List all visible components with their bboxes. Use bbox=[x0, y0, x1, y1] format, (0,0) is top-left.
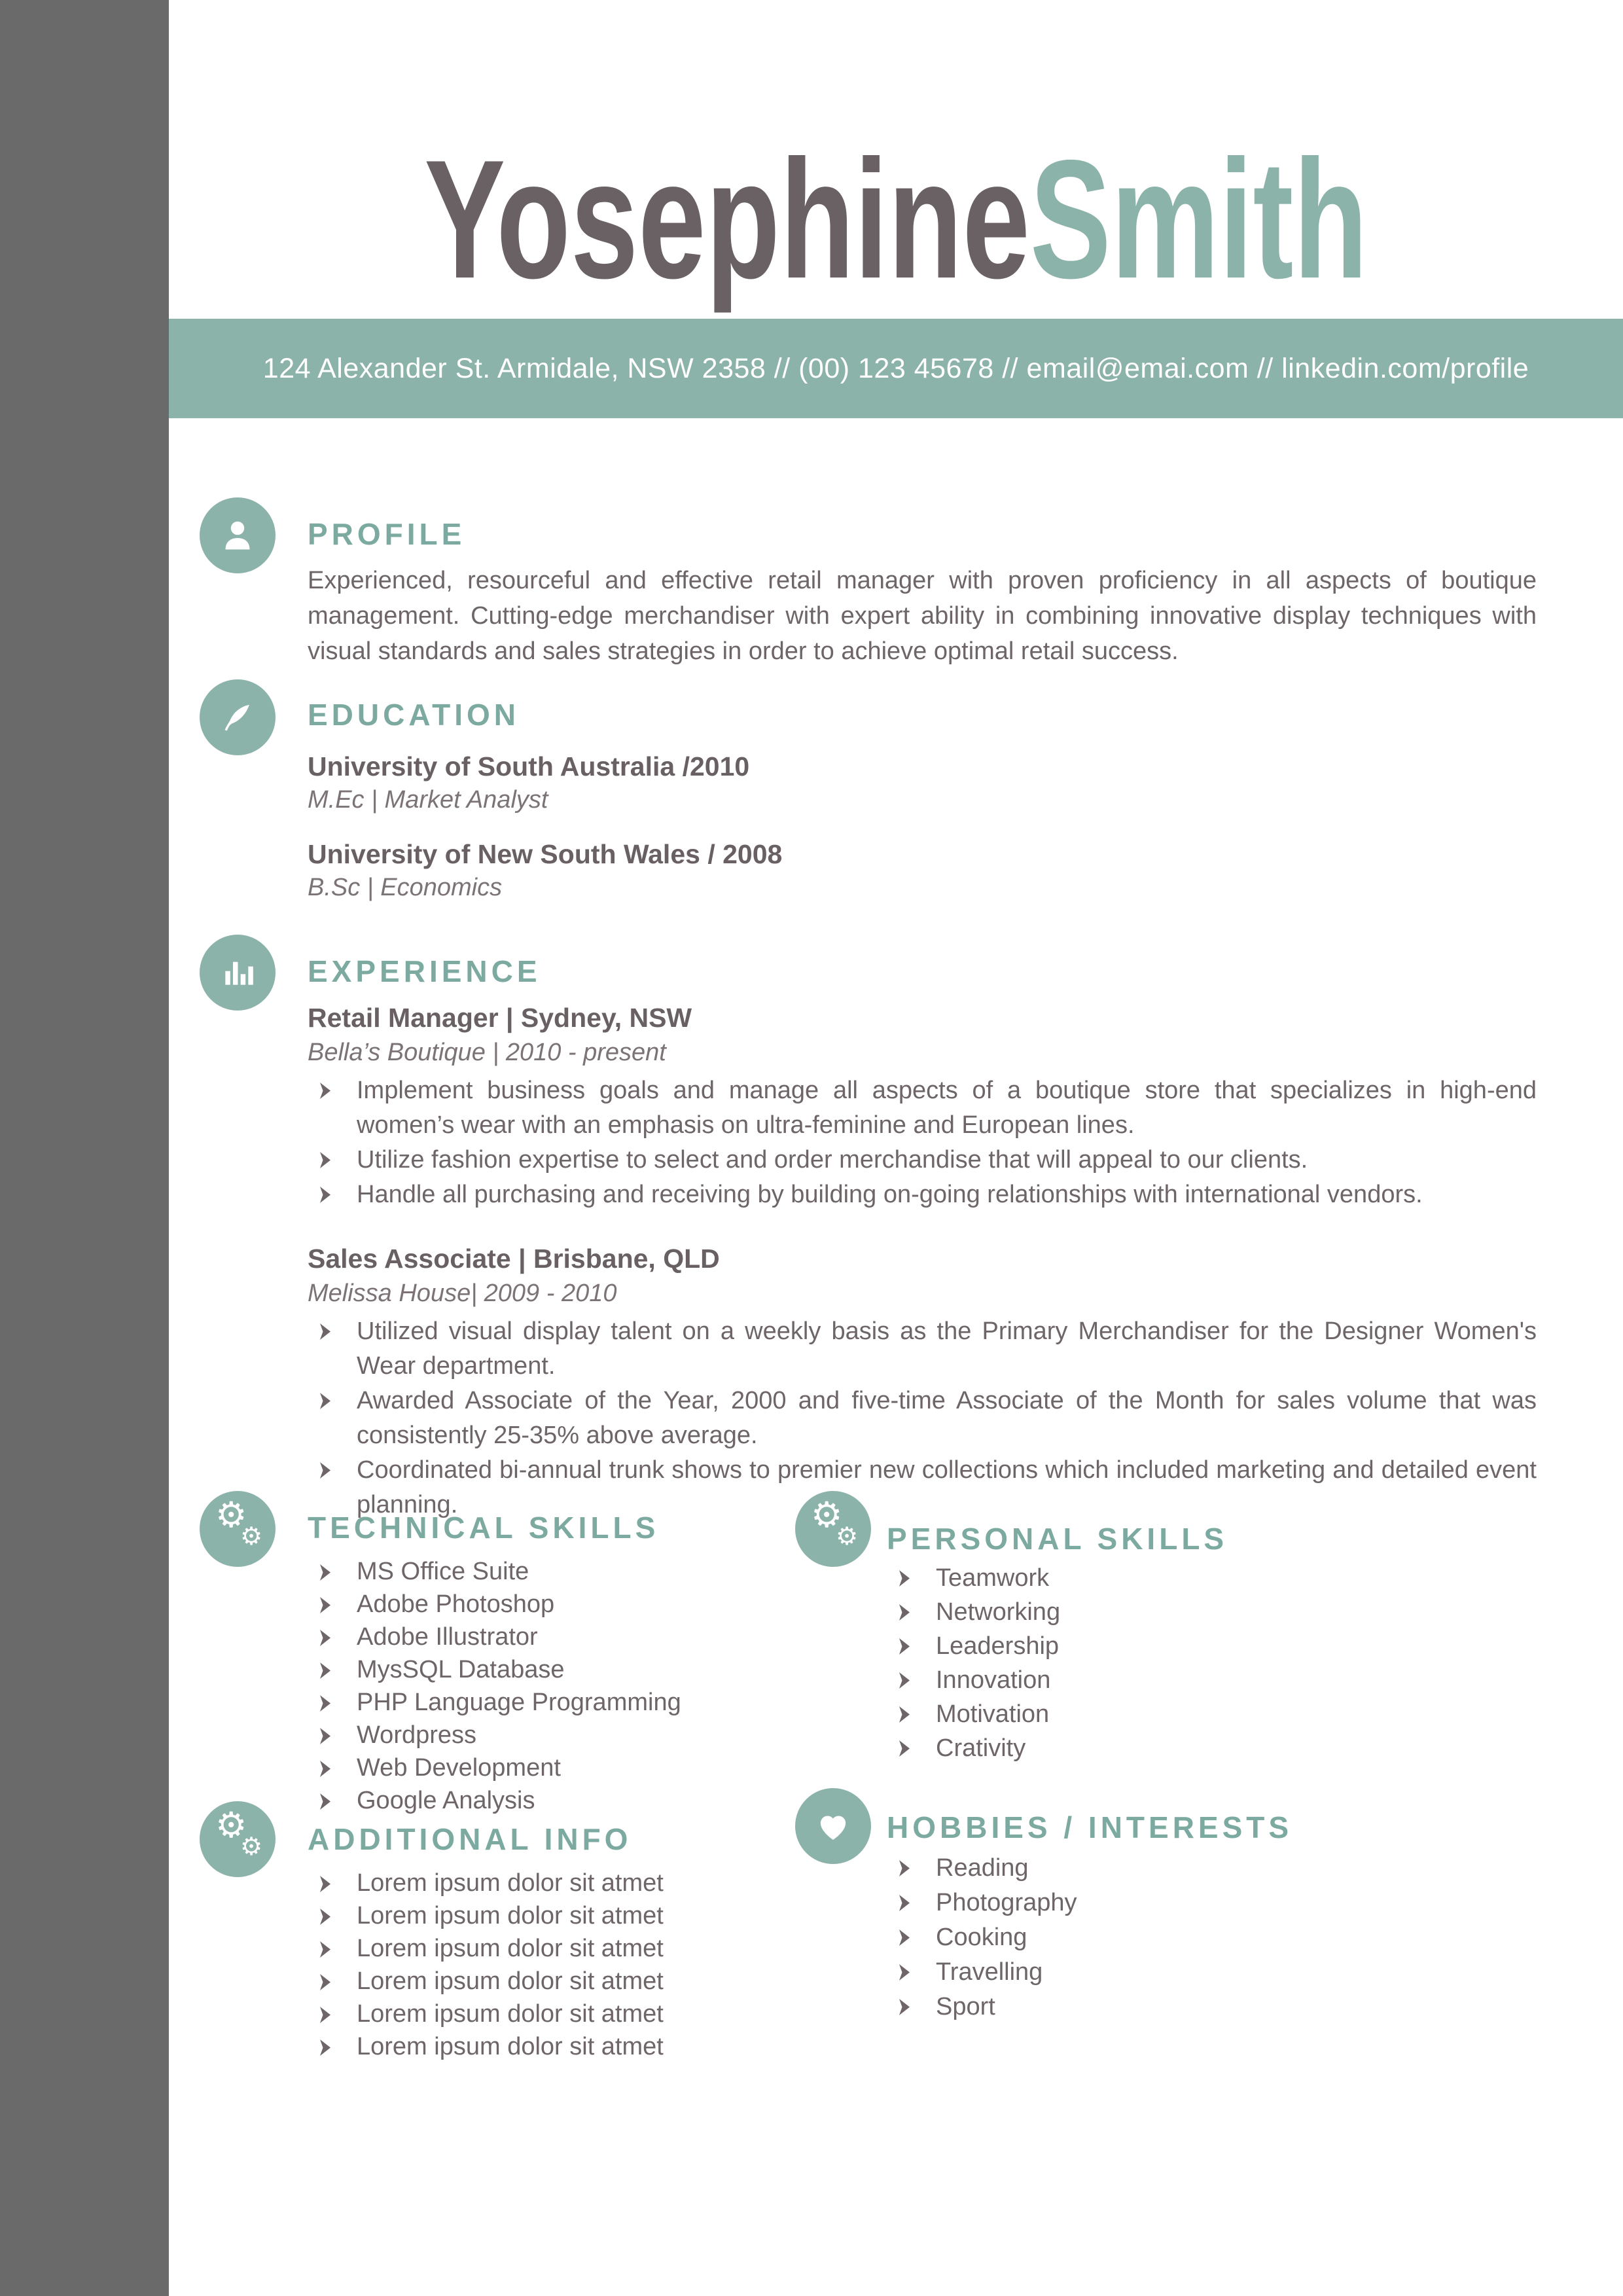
list-item: Leadership bbox=[887, 1629, 1541, 1663]
list-item: MysSQL Database bbox=[308, 1653, 791, 1686]
list-item: Web Development bbox=[308, 1751, 791, 1784]
bullet-arrow-icon bbox=[320, 1152, 330, 1168]
list-item: PHP Language Programming bbox=[308, 1686, 791, 1719]
section-title-technical: TECHNICAL SKILLS bbox=[308, 1511, 660, 1545]
education-entry bbox=[308, 750, 1537, 817]
personal-icon-column bbox=[756, 1491, 887, 1567]
bullet-arrow-icon bbox=[899, 1929, 910, 1946]
degree: M.Ec | Market Analyst bbox=[308, 786, 548, 814]
degree: B.Sc | Economics bbox=[308, 874, 503, 901]
bullet-arrow-icon bbox=[320, 1187, 330, 1203]
section-title-hobbies: HOBBIES / INTERESTS bbox=[887, 1810, 1293, 1844]
list-item: Photography bbox=[887, 1886, 1541, 1920]
list-item: Adobe Illustrator bbox=[308, 1621, 791, 1653]
hobbies-list bbox=[887, 1851, 1541, 2024]
bullet-arrow-icon bbox=[320, 1597, 330, 1613]
list-item: Wordpress bbox=[308, 1719, 791, 1751]
page-title bbox=[169, 121, 1623, 317]
section-education bbox=[169, 679, 1537, 905]
gears-icon: ⚙ ⚙ bbox=[200, 1491, 276, 1567]
section-title-experience: EXPERIENCE bbox=[308, 954, 541, 988]
list-item: Adobe Photoshop bbox=[308, 1588, 791, 1621]
list-item: MS Office Suite bbox=[308, 1555, 791, 1588]
gears-icon: ⚙ ⚙ bbox=[795, 1491, 871, 1567]
additional-info-list bbox=[308, 1867, 791, 2063]
additional-icon-column bbox=[169, 1801, 308, 1877]
gears-icon: ⚙ ⚙ bbox=[200, 1801, 276, 1877]
bullet-arrow-icon bbox=[320, 1393, 330, 1409]
job-role: Retail Manager | Sydney, NSW bbox=[308, 1003, 692, 1033]
list-item: Google Analysis bbox=[308, 1784, 791, 1817]
job-meta: Melissa House| 2009 - 2010 bbox=[308, 1280, 617, 1307]
list-item: Implement business goals and manage all aspects of a boutique store that specializes in high-end women’s wear with an emphasis on ultra-feminine and European lines. bbox=[308, 1073, 1537, 1143]
job-entry bbox=[308, 1242, 1537, 1522]
list-item: Awarded Associate of the Year, 2000 and five-time Associate of the Month for sales volume that was consistently 25-35% above average. bbox=[308, 1384, 1537, 1453]
bullet-arrow-icon bbox=[320, 1876, 330, 1892]
list-item: Handle all purchasing and receiving by building on-going relationships with international vendors. bbox=[308, 1177, 1537, 1212]
job-bullet-list bbox=[308, 1073, 1537, 1212]
bullet-arrow-icon bbox=[899, 1860, 910, 1876]
personal-skills-list bbox=[887, 1561, 1541, 1765]
contact-line: 124 Alexander St. Armidale, NSW 2358 // (00) 123 45678 // email@emai.com // linkedin.com/profile bbox=[262, 352, 1529, 384]
bullet-arrow-icon bbox=[320, 1974, 330, 1990]
bullet-arrow-icon bbox=[320, 1662, 330, 1679]
section-hobbies bbox=[756, 1788, 1541, 2024]
bullet-arrow-icon bbox=[320, 1323, 330, 1340]
list-item: Lorem ipsum dolor sit atmet bbox=[308, 1867, 791, 1899]
education-icon-column bbox=[169, 679, 308, 755]
bullet-arrow-icon bbox=[320, 2039, 330, 2056]
list-item: Networking bbox=[887, 1595, 1541, 1629]
bullet-arrow-icon bbox=[899, 1740, 910, 1757]
school-name: University of South Australia /2010 bbox=[308, 751, 750, 781]
bullet-arrow-icon bbox=[320, 1941, 330, 1958]
list-item: Lorem ipsum dolor sit atmet bbox=[308, 1998, 791, 2030]
bullet-arrow-icon bbox=[320, 1564, 330, 1581]
bullet-arrow-icon bbox=[320, 1761, 330, 1777]
bullet-arrow-icon bbox=[899, 1706, 910, 1723]
bullet-arrow-icon bbox=[320, 1909, 330, 1925]
bullet-arrow-icon bbox=[320, 2007, 330, 2023]
section-title-personal: PERSONAL SKILLS bbox=[887, 1522, 1228, 1556]
bullet-arrow-icon bbox=[899, 1895, 910, 1911]
experience-icon-column bbox=[169, 935, 308, 1011]
bar-chart-icon bbox=[200, 935, 276, 1011]
profile-icon-column bbox=[169, 497, 308, 573]
bullet-arrow-icon bbox=[899, 1638, 910, 1655]
section-technical-skills bbox=[169, 1491, 791, 1817]
contact-bar bbox=[169, 319, 1623, 418]
bullet-arrow-icon bbox=[899, 1604, 910, 1621]
job-role: Sales Associate | Brisbane, QLD bbox=[308, 1244, 720, 1274]
bullet-arrow-icon bbox=[899, 1999, 910, 2015]
list-item: Cooking bbox=[887, 1920, 1541, 1955]
last-name: Smith bbox=[1029, 124, 1368, 314]
pen-icon bbox=[200, 679, 276, 755]
list-item: Sport bbox=[887, 1990, 1541, 2024]
bullet-arrow-icon bbox=[899, 1672, 910, 1689]
section-title-education: EDUCATION bbox=[308, 698, 520, 732]
list-item: Lorem ipsum dolor sit atmet bbox=[308, 1965, 791, 1998]
heart-icon bbox=[795, 1788, 871, 1864]
bullet-arrow-icon bbox=[320, 1728, 330, 1744]
job-entry bbox=[308, 1001, 1537, 1212]
list-item: Lorem ipsum dolor sit atmet bbox=[308, 2030, 791, 2063]
list-item: Coordinated bi-annual trunk shows to premier new collections which included marketing and detailed event planning. bbox=[308, 1453, 1537, 1522]
bullet-arrow-icon bbox=[899, 1570, 910, 1587]
school-name: University of New South Wales / 2008 bbox=[308, 839, 783, 869]
list-item: Innovation bbox=[887, 1663, 1541, 1697]
person-icon bbox=[200, 497, 276, 573]
section-title-profile: PROFILE bbox=[308, 517, 466, 551]
section-additional-info bbox=[169, 1801, 791, 2063]
list-item: Motivation bbox=[887, 1697, 1541, 1731]
section-experience bbox=[169, 935, 1537, 1522]
bullet-arrow-icon bbox=[320, 1083, 330, 1099]
first-name: Yosephine bbox=[424, 124, 1030, 314]
list-item: Utilized visual display talent on a weekly basis as the Primary Merchandiser for the Designer Women's Wear department. bbox=[308, 1314, 1537, 1384]
list-item: Lorem ipsum dolor sit atmet bbox=[308, 1899, 791, 1932]
bullet-arrow-icon bbox=[899, 1964, 910, 1981]
education-entry bbox=[308, 838, 1537, 905]
list-item: Utilize fashion expertise to select and order merchandise that will appeal to our clients. bbox=[308, 1143, 1537, 1177]
section-profile bbox=[169, 497, 1537, 669]
profile-summary: Experienced, resourceful and effective retail manager with proven proficiency in all aspects of boutique management. Cutting-edge merchandiser with expert ability in combining innovative display techniques with visual standards and sales strategies in order to achieve optimal retail success. bbox=[308, 567, 1537, 665]
list-item: Teamwork bbox=[887, 1561, 1541, 1595]
section-title-additional: ADDITIONAL INFO bbox=[308, 1822, 632, 1856]
technical-icon-column bbox=[169, 1491, 308, 1567]
list-item: Crativity bbox=[887, 1731, 1541, 1765]
section-personal-skills bbox=[756, 1491, 1541, 1765]
technical-skills-list bbox=[308, 1555, 791, 1817]
bullet-arrow-icon bbox=[320, 1462, 330, 1479]
hobbies-icon-column bbox=[756, 1788, 887, 1864]
left-sidebar-stripe bbox=[0, 0, 169, 2296]
list-item: Reading bbox=[887, 1851, 1541, 1886]
bullet-arrow-icon bbox=[320, 1695, 330, 1712]
list-item: Travelling bbox=[887, 1955, 1541, 1990]
bullet-arrow-icon bbox=[320, 1630, 330, 1646]
job-meta: Bella’s Boutique | 2010 - present bbox=[308, 1039, 666, 1066]
list-item: Lorem ipsum dolor sit atmet bbox=[308, 1932, 791, 1965]
